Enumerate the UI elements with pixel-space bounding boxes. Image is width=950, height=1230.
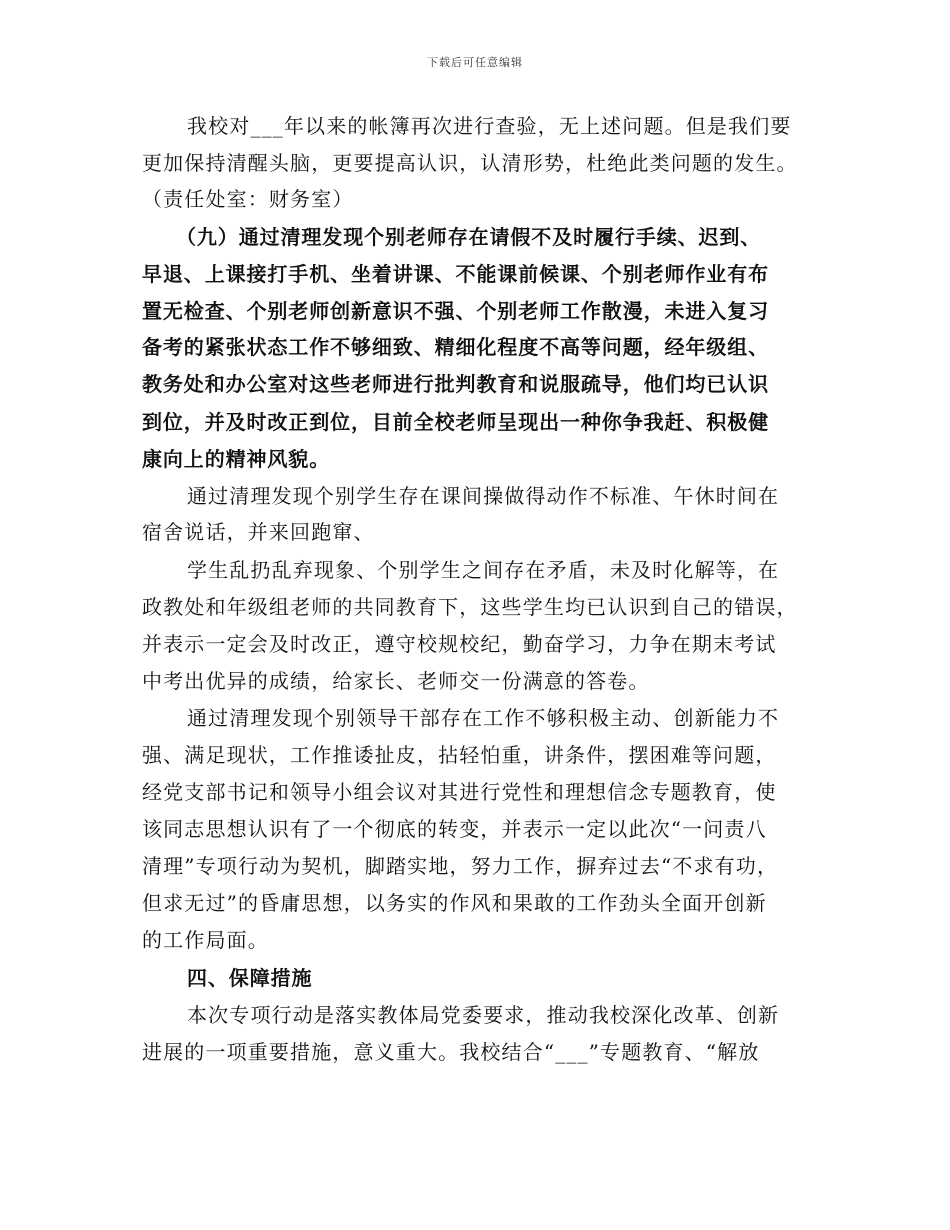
text-line: 经党支部书记和领导小组会议对其进行党性和理想信念专题教育，使 <box>142 780 777 804</box>
text-line: 备考的紧张状态工作不够细致、精细化程度不高等问题，经年级组、 <box>142 335 769 359</box>
text-line: 进展的一项重要措施，意义重大。我校结合“___”专题教育、“解放 <box>142 1040 760 1064</box>
text-line: （责任处室：财务室） <box>142 187 354 211</box>
text-line: 但求无过”的昏庸思想，以务实的作风和果敢的工作劲头全面开创新 <box>142 891 767 915</box>
text-line: 康向上的精神风貌。 <box>142 447 331 471</box>
text-line: 通过清理发现个别学生存在课间操做得动作不标准、午休时间在 <box>187 484 780 508</box>
text-line: 到位，并及时改正到位，目前全校老师呈现出一种你争我赶、积极健 <box>142 410 769 434</box>
page-header: 下载后可任意编辑 <box>427 56 523 69</box>
text-line: 该同志思想认识有了一个彻底的转变，并表示一定以此次“一问责八 <box>142 817 767 841</box>
text-line: 学生乱扔乱弃现象、个别学生之间存在矛盾，未及时化解等，在 <box>187 558 780 582</box>
text-line: 政教处和年级组老师的共同教育下，这些学生均已认识到自己的错误， <box>142 595 798 619</box>
text-line: 更加保持清醒头脑，更要提高认识，认清形势，杜绝此类问题的发生。 <box>142 151 798 175</box>
text-line: 通过清理发现个别领导干部存在工作不够积极主动、创新能力不 <box>187 706 780 730</box>
text-line: 的工作局面。 <box>142 928 269 952</box>
text-line: （九）通过清理发现个别老师存在请假不及时履行手续、迟到、 <box>176 225 762 249</box>
text-line: 早退、上课接打手机、坐着讲课、不能课前候课、个别老师作业有布 <box>142 262 769 286</box>
text-line: 置无检查、个别老师创新意识不强、个别老师工作散漫，未进入复习 <box>142 299 769 323</box>
text-line: 本次专项行动是落实教体局党委要求，推动我校深化改革、创新 <box>187 1003 780 1027</box>
text-line: 中考出优异的成绩，给家长、老师交一份满意的答卷。 <box>142 669 650 693</box>
text-line: 清理”专项行动为契机，脚踏实地，努力工作，摒弃过去“不求有功， <box>142 854 779 878</box>
text-line: 强、满足现状，工作推诿扯皮，拈轻怕重，讲条件，摆困难等问题， <box>142 743 777 767</box>
section-heading: 四、保障措施 <box>187 966 313 990</box>
text-line: 教务处和办公室对这些老师进行批判教育和说服疏导，他们均已认识 <box>142 372 769 396</box>
text-line: 并表示一定会及时改正，遵守校规校纪，勤奋学习，力争在期末考试 <box>142 632 777 656</box>
text-line: 我校对___年以来的帐簿再次进行查验，无上述问题。但是我们要 <box>187 114 792 138</box>
text-line: 宿舍说话，并来回跑窜、 <box>142 520 375 544</box>
